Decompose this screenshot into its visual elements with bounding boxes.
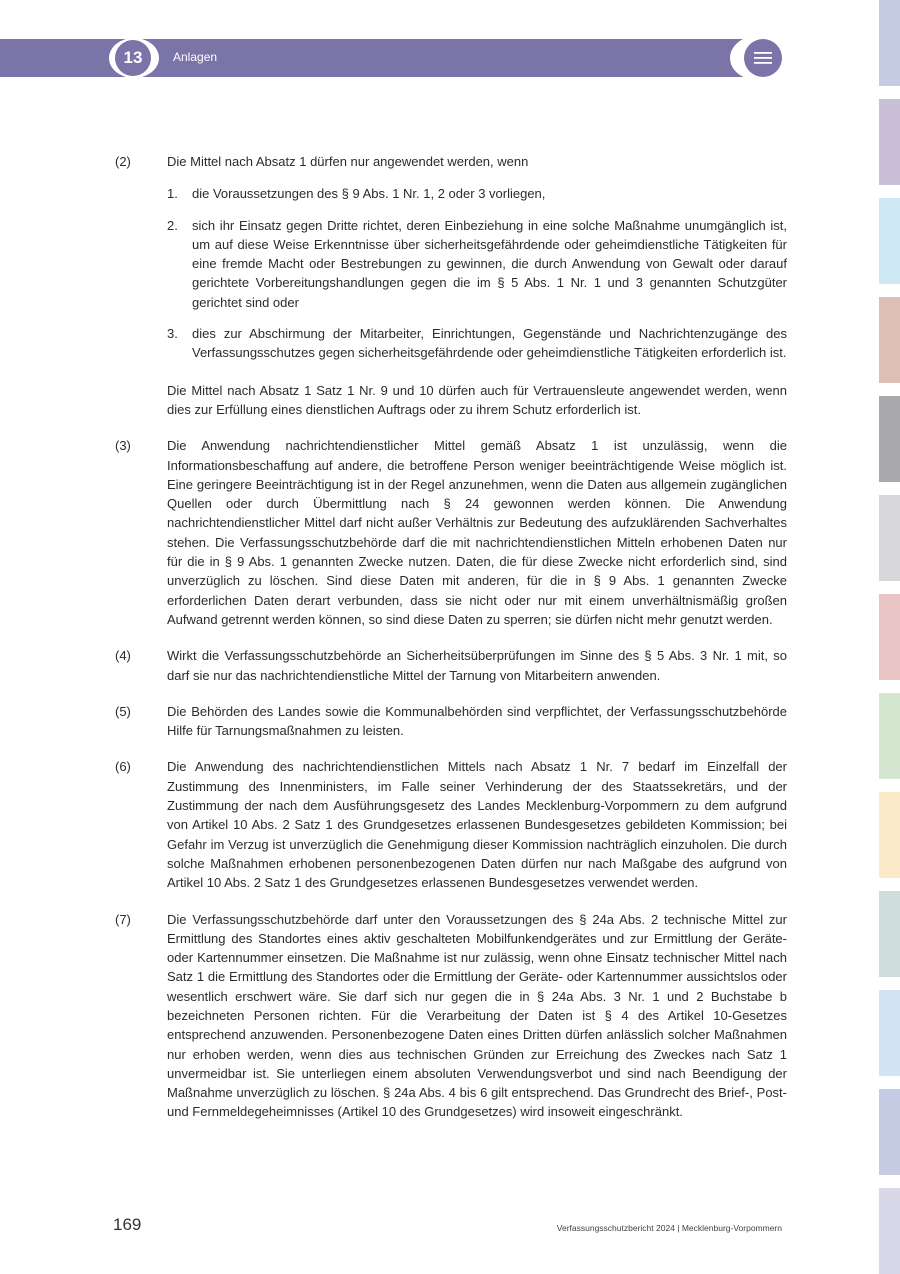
list-item-number: 2.: [167, 217, 178, 233]
chapter-number-badge: 13: [115, 40, 151, 76]
chapter-tab[interactable]: [879, 99, 900, 185]
list-item-number: 3.: [167, 326, 178, 342]
list-item: [167, 184, 787, 203]
paragraph-2: [115, 152, 787, 419]
paragraph-number: (2): [115, 154, 131, 169]
paragraph-text: Die Anwendung des nachrichtendienstlichen Mittels nach Absatz 1 Nr. 7 bedarf im Einzelfall der Zustimmung des Innenministers, im Falle seiner Verhinderung der des Staatssekretärs, und der Zustimmung der nach dem Ausführungsgesetz des Landes Mecklenburg-Vorpommern zu dem aufgrund von Artikel 10 Abs. 2 Satz 1 des Grundgesetzes erlassenen Bundesgesetzes gebildeten Kommission; bei Gefahr im Verzug ist unverzüglich die Genehmigung dieser Kommission nachträglich einzuholen. Die durch solche Maßnahmen erhobenen personenbezogenen Daten dürfen nur nach Maßgabe des aufgrund von Artikel 10 Abs. 2 Satz 1 des Grundgesetzes erlassenen Bundesgesetzes verwendet werden.: [167, 759, 787, 891]
paragraph-3: [115, 436, 787, 629]
footer-text: Verfassungsschutzbericht 2024 | Mecklenburg-Vorpommern: [556, 1223, 782, 1233]
list-item-number: 1.: [167, 186, 178, 202]
hamburger-menu-icon: [754, 51, 772, 65]
paragraph-text: Die Anwendung nachrichtendienstlicher Mittel gemäß Absatz 1 ist unzulässig, wenn die Informationsbeschaffung auf andere, die betroffene Person weniger beeinträchtigende Weise möglich ist. Eine geringere Beeinträchtigung ist in der Regel anzunehmen, wenn die Daten aus allgemein zugänglichen Quellen oder durch Übermittlung nach § 24 gewonnen werden können. Die Anwendung nachrichtendienstlicher Mittel darf nicht außer Verhältnis zur Bedeutung des aufzuklärenden Sachverhaltes stehen. Die Verfassungsschutzbehörde darf die mit nachrichtendienstlichen Mitteln erhobenen Daten nur für die in § 9 Abs. 1 genannten Zwecke nutzen. Daten, die für diese Zwecke nicht erforderlich sind, sind unverzüglich zu löschen. Sind diese Daten mit anderen, für die in § 9 Abs. 1 genannten Zwecke erforderlichen Daten derart verbunden, dass sie nicht oder nur mit einem unverhältnismäßig großen Aufwand getrennt werden können, so sind diese Daten zu sperren; sie dürfen nicht mehr genutzt werden.: [167, 438, 787, 627]
chapter-tab[interactable]: [879, 792, 900, 878]
chapter-tab[interactable]: [879, 396, 900, 482]
paragraph-number: (4): [115, 648, 131, 664]
chapter-tab[interactable]: [879, 198, 900, 284]
list-item-text: dies zur Abschirmung der Mitarbeiter, Einrichtungen, Gegenstände und Nachrichtenzugänge des Verfassungsschutzes gegen sicherheitsgefährdende oder geheimdienstliche Tätigkeiten erforderlich ist.: [192, 326, 787, 361]
list-item: [167, 324, 787, 363]
paragraph-number: (5): [115, 703, 131, 719]
list-item-text: sich ihr Einsatz gegen Dritte richtet, deren Einbeziehung in eine solche Maßnahme unumgänglich ist, um auf diese Weise Erkenntnisse über sicherheitsgefährdende oder geheimdienstliche Tätigkeiten für eine fremde Macht oder Bestrebungen zu gewinnen, die durch Anwendung von Gewalt oder darauf gerichtete Vorbereitungshandlungen gegen die im § 5 Abs. 1 Nr. 1 und 3 genannten Schutzgüter gerichtet sind oder: [192, 217, 787, 310]
page-number: 169: [113, 1215, 142, 1234]
paragraph-7: [115, 910, 787, 1122]
paragraph-followup: Die Mittel nach Absatz 1 Satz 1 Nr. 9 und 10 dürfen auch für Vertrauensleute angewendet werden, wenn dies zur Erfüllung eines dienstlichen Auftrags oder zu ihrem Schutz erforderlich ist.: [167, 382, 787, 417]
chapter-tab[interactable]: [879, 693, 900, 779]
chapter-tab[interactable]: [879, 1188, 900, 1274]
paragraph-6: [115, 757, 787, 892]
chapter-tab[interactable]: [879, 0, 900, 86]
menu-button[interactable]: [744, 39, 782, 77]
paragraph-4: [115, 646, 787, 685]
chapter-tab[interactable]: [879, 297, 900, 383]
paragraph-number: (7): [115, 911, 131, 927]
chapter-tab[interactable]: [879, 891, 900, 977]
main-content: [115, 152, 787, 1139]
section-title: Anlagen: [173, 50, 218, 64]
chapter-tab[interactable]: [879, 594, 900, 680]
paragraph-intro: Die Mittel nach Absatz 1 dürfen nur angewendet werden, wenn: [167, 154, 529, 169]
list-item-text: die Voraussetzungen des § 9 Abs. 1 Nr. 1, 2 oder 3 vorliegen,: [192, 186, 546, 202]
condition-list: [167, 184, 787, 362]
chapter-tab[interactable]: [879, 1089, 900, 1175]
chapter-tab[interactable]: [879, 495, 900, 581]
paragraph-number: (3): [115, 438, 131, 454]
list-item: [167, 216, 787, 312]
paragraph-5: [115, 702, 787, 741]
paragraph-text: Wirkt die Verfassungsschutzbehörde an Sicherheitsüberprüfungen im Sinne des § 5 Abs. 3 Nr. 1 mit, so darf sie nur das nachrichtendienstliche Mittel der Tarnung von Mitarbeitern anwenden.: [167, 648, 787, 683]
paragraph-number: (6): [115, 759, 131, 775]
chapter-tab[interactable]: [879, 990, 900, 1076]
paragraph-text: Die Verfassungsschutzbehörde darf unter den Voraussetzungen des § 24a Abs. 2 technische Mittel zur Ermittlung des Standortes eines aktiv geschalteten Mobilfunkendgerätes und zur Ermittlung der Geräte- oder Kartennummer einsetzen. Die Maßnahme ist nur zulässig, wenn ohne Einsatz technischer Mittel nach Satz 1 die Ermittlung des Standortes oder die Ermittlung der Geräte- oder Kartennummer aussichtslos oder wesentlich erschwert wäre. Sie darf sich nur gegen die in § 24a Abs. 3 Nr. 1 und 2 Buchstabe b bezeichneten Personen richten. Für die Verarbeitung der Daten ist § 4 des Artikel 10-Gesetzes entsprechend anzuwenden. Personenbezogene Daten eines Dritten dürfen anlässlich solcher Maßnahmen nur erhoben werden, wenn dies aus technischen Gründen zur Erreichung des Zweckes nach Satz 1 unvermeidbar ist. Sie unterliegen einem absoluten Verwendungsverbot und sind nach Beendigung der Maßnahme unverzüglich zu löschen. § 24a Abs. 4 bis 6 gilt entsprechend. Das Grundrecht des Brief-, Post- und Fernmeldegeheimnisses (Artikel 10 des Grundgesetzes) wird insoweit eingeschränkt.: [167, 911, 787, 1120]
paragraph-text: Die Behörden des Landes sowie die Kommunalbehörden sind verpflichtet, der Verfassungsschutzbehörde Hilfe für Tarnungsmaßnahmen zu leisten.: [167, 703, 787, 739]
